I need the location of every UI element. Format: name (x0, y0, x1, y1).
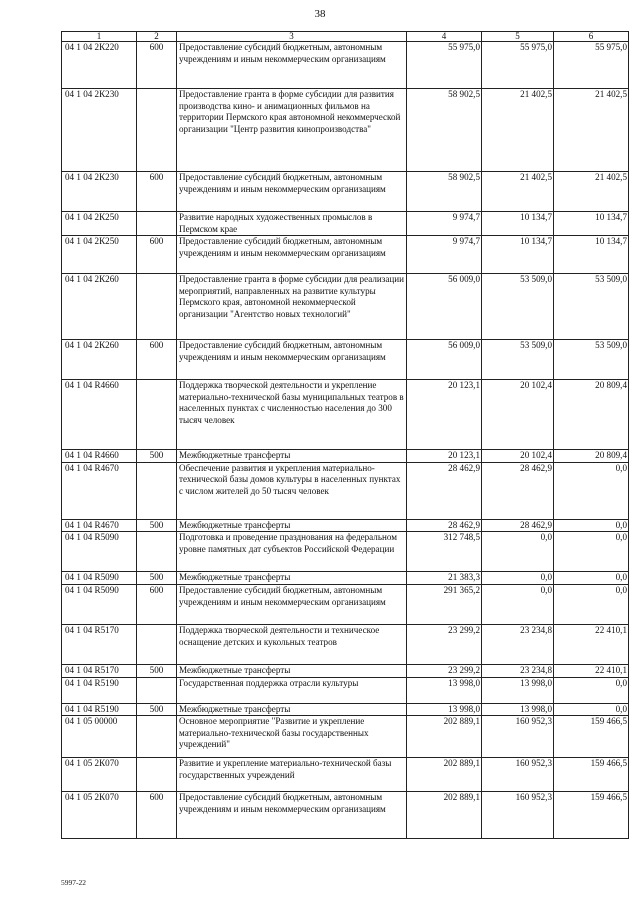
cell-value-5: 53 509,0 (482, 340, 554, 380)
cell-value-4: 23 299,2 (407, 664, 482, 677)
cell-value-4: 56 009,0 (407, 340, 482, 380)
cell-value-4: 9 974,7 (407, 212, 482, 236)
cell-value-4: 58 902,5 (407, 89, 482, 172)
cell-value-4: 56 009,0 (407, 274, 482, 340)
cell-value-4: 28 462,9 (407, 462, 482, 519)
cell-value-5: 21 402,5 (482, 172, 554, 212)
column-header-3: 3 (177, 32, 407, 42)
cell-code: 04 1 04 2К230 (62, 89, 137, 172)
cell-description: Поддержка творческой деятельности и техническое оснащение детских и кукольных театров (177, 624, 407, 664)
cell-value-5: 20 102,4 (482, 380, 554, 450)
cell-type: 500 (137, 450, 177, 463)
cell-value-4: 28 462,9 (407, 519, 482, 532)
cell-type: 500 (137, 519, 177, 532)
cell-value-4: 13 998,0 (407, 703, 482, 716)
cell-description: Развитие и укрепление материально-технической базы государственных учреждений (177, 758, 407, 792)
cell-value-4: 202 889,1 (407, 792, 482, 839)
cell-code: 04 1 04 2К260 (62, 274, 137, 340)
footer-code: 5997-22 (61, 878, 86, 887)
cell-description: Межбюджетные трансферты (177, 450, 407, 463)
cell-code: 04 1 04 R5170 (62, 624, 137, 664)
cell-description: Предоставление гранта в форме субсидии для развития производства кино- и анимационных фильмов на территории Пермского края автономной некоммерческой организации "Центр развития кинопроизводства" (177, 89, 407, 172)
page-number: 38 (314, 8, 326, 20)
cell-description: Предоставление субсидий бюджетным, автономным учреждениям и иным некоммерческим организациям (177, 792, 407, 839)
column-header-2: 2 (137, 32, 177, 42)
cell-code: 04 1 04 2К260 (62, 340, 137, 380)
table-row (62, 462, 629, 519)
table-row (62, 236, 629, 274)
cell-code: 04 1 04 2К220 (62, 42, 137, 89)
cell-code: 04 1 04 R5090 (62, 532, 137, 572)
cell-value-6: 159 466,5 (554, 792, 629, 839)
cell-code: 04 1 04 R5170 (62, 664, 137, 677)
cell-value-5: 160 952,3 (482, 758, 554, 792)
table-row (62, 450, 629, 463)
table-row (62, 172, 629, 212)
cell-value-6: 53 509,0 (554, 274, 629, 340)
cell-type: 600 (137, 584, 177, 624)
cell-description: Поддержка творческой деятельности и укрепление материально-технической базы муниципальных театров в населенных пунктах с численностью населения до 300 тысяч человек (177, 380, 407, 450)
cell-description: Государственная поддержка отрасли культуры (177, 677, 407, 703)
cell-description: Межбюджетные трансферты (177, 572, 407, 585)
cell-value-4: 291 365,2 (407, 584, 482, 624)
cell-type: 600 (137, 236, 177, 274)
cell-type: 600 (137, 172, 177, 212)
table-row (62, 42, 629, 89)
cell-value-6: 0,0 (554, 532, 629, 572)
cell-code: 04 1 04 R5090 (62, 584, 137, 624)
cell-value-5: 23 234,8 (482, 664, 554, 677)
cell-value-6: 159 466,5 (554, 716, 629, 758)
cell-code: 04 1 05 2К070 (62, 792, 137, 839)
cell-code: 04 1 04 R4670 (62, 519, 137, 532)
cell-value-4: 20 123,1 (407, 450, 482, 463)
cell-type (137, 212, 177, 236)
cell-value-5: 23 234,8 (482, 624, 554, 664)
cell-type (137, 274, 177, 340)
cell-code: 04 1 05 00000 (62, 716, 137, 758)
cell-value-4: 58 902,5 (407, 172, 482, 212)
table-row (62, 89, 629, 172)
cell-value-6: 22 410,1 (554, 624, 629, 664)
cell-value-6: 0,0 (554, 519, 629, 532)
cell-value-4: 9 974,7 (407, 236, 482, 274)
cell-value-5: 53 509,0 (482, 274, 554, 340)
table-row (62, 703, 629, 716)
cell-value-5: 28 462,9 (482, 462, 554, 519)
cell-code: 04 1 04 R4660 (62, 450, 137, 463)
cell-type: 600 (137, 340, 177, 380)
cell-type: 600 (137, 792, 177, 839)
table-row (62, 212, 629, 236)
cell-value-5: 0,0 (482, 572, 554, 585)
cell-value-6: 55 975,0 (554, 42, 629, 89)
cell-value-5: 21 402,5 (482, 89, 554, 172)
table-row (62, 664, 629, 677)
cell-code: 04 1 04 2К250 (62, 236, 137, 274)
cell-value-6: 22 410,1 (554, 664, 629, 677)
cell-value-5: 13 998,0 (482, 703, 554, 716)
cell-value-5: 13 998,0 (482, 677, 554, 703)
cell-value-6: 0,0 (554, 572, 629, 585)
cell-description: Развитие народных художественных промыслов в Пермском крае (177, 212, 407, 236)
cell-value-4: 23 299,2 (407, 624, 482, 664)
cell-description: Межбюджетные трансферты (177, 703, 407, 716)
cell-value-5: 0,0 (482, 584, 554, 624)
cell-value-5: 55 975,0 (482, 42, 554, 89)
cell-value-5: 28 462,9 (482, 519, 554, 532)
cell-code: 04 1 04 R4670 (62, 462, 137, 519)
column-header-4: 4 (407, 32, 482, 42)
cell-description: Предоставление гранта в форме субсидии для реализации мероприятий, направленных на развитие культуры Пермского края, автономной некоммерческой организации "Агентство новых технологий" (177, 274, 407, 340)
cell-code: 04 1 05 2К070 (62, 758, 137, 792)
cell-value-4: 312 748,5 (407, 532, 482, 572)
cell-value-4: 20 123,1 (407, 380, 482, 450)
cell-value-5: 10 134,7 (482, 236, 554, 274)
cell-description: Предоставление субсидий бюджетным, автономным учреждениям и иным некоммерческим организациям (177, 340, 407, 380)
cell-type (137, 462, 177, 519)
cell-type (137, 532, 177, 572)
table-row (62, 792, 629, 839)
cell-type (137, 677, 177, 703)
cell-code: 04 1 04 R5090 (62, 572, 137, 585)
cell-description: Подготовка и проведение празднования на федеральном уровне памятных дат субъектов Российской Федерации (177, 532, 407, 572)
cell-value-4: 21 383,3 (407, 572, 482, 585)
table-row (62, 380, 629, 450)
cell-description: Предоставление субсидий бюджетным, автономным учреждениям и иным некоммерческим организациям (177, 584, 407, 624)
cell-type (137, 716, 177, 758)
table-row (62, 716, 629, 758)
cell-value-6: 10 134,7 (554, 236, 629, 274)
table-row (62, 584, 629, 624)
cell-value-6: 0,0 (554, 677, 629, 703)
column-header-5: 5 (482, 32, 554, 42)
cell-code: 04 1 04 R5190 (62, 677, 137, 703)
cell-value-4: 202 889,1 (407, 758, 482, 792)
cell-description: Предоставление субсидий бюджетным, автономным учреждениям и иным некоммерческим организациям (177, 172, 407, 212)
cell-value-5: 160 952,3 (482, 792, 554, 839)
column-header-6: 6 (554, 32, 629, 42)
table-row (62, 519, 629, 532)
cell-type (137, 624, 177, 664)
table-row (62, 572, 629, 585)
cell-value-5: 20 102,4 (482, 450, 554, 463)
cell-value-4: 55 975,0 (407, 42, 482, 89)
table-row (62, 677, 629, 703)
cell-value-4: 202 889,1 (407, 716, 482, 758)
table-row (62, 532, 629, 572)
cell-value-6: 20 809,4 (554, 450, 629, 463)
cell-description: Предоставление субсидий бюджетным, автономным учреждениям и иным некоммерческим организациям (177, 236, 407, 274)
cell-code: 04 1 04 2К230 (62, 172, 137, 212)
table-header-row (62, 32, 629, 42)
cell-type: 500 (137, 703, 177, 716)
cell-code: 04 1 04 R4660 (62, 380, 137, 450)
cell-value-6: 21 402,5 (554, 172, 629, 212)
table-body (62, 42, 629, 839)
cell-value-6: 53 509,0 (554, 340, 629, 380)
cell-type (137, 89, 177, 172)
cell-description: Обеспечение развития и укрепления материально-технической базы домов культуры в населенных пунктах с числом жителей до 50 тысяч человек (177, 462, 407, 519)
cell-value-6: 0,0 (554, 584, 629, 624)
table-row (62, 758, 629, 792)
cell-value-5: 0,0 (482, 532, 554, 572)
cell-value-6: 21 402,5 (554, 89, 629, 172)
cell-code: 04 1 04 R5190 (62, 703, 137, 716)
cell-code: 04 1 04 2К250 (62, 212, 137, 236)
column-header-1: 1 (62, 32, 137, 42)
cell-description: Межбюджетные трансферты (177, 664, 407, 677)
cell-type (137, 758, 177, 792)
cell-value-6: 20 809,4 (554, 380, 629, 450)
cell-value-5: 10 134,7 (482, 212, 554, 236)
cell-type (137, 380, 177, 450)
cell-value-6: 159 466,5 (554, 758, 629, 792)
cell-value-4: 13 998,0 (407, 677, 482, 703)
cell-description: Предоставление субсидий бюджетным, автономным учреждениям и иным некоммерческим организациям (177, 42, 407, 89)
table-row (62, 274, 629, 340)
cell-value-6: 0,0 (554, 703, 629, 716)
cell-type: 500 (137, 664, 177, 677)
cell-value-6: 10 134,7 (554, 212, 629, 236)
cell-type: 500 (137, 572, 177, 585)
cell-description: Межбюджетные трансферты (177, 519, 407, 532)
table-row (62, 340, 629, 380)
cell-description: Основное мероприятие "Развитие и укрепление материально-технической базы государственных учреждений" (177, 716, 407, 758)
cell-value-6: 0,0 (554, 462, 629, 519)
table-row (62, 624, 629, 664)
cell-value-5: 160 952,3 (482, 716, 554, 758)
cell-type: 600 (137, 42, 177, 89)
budget-table (61, 31, 629, 839)
